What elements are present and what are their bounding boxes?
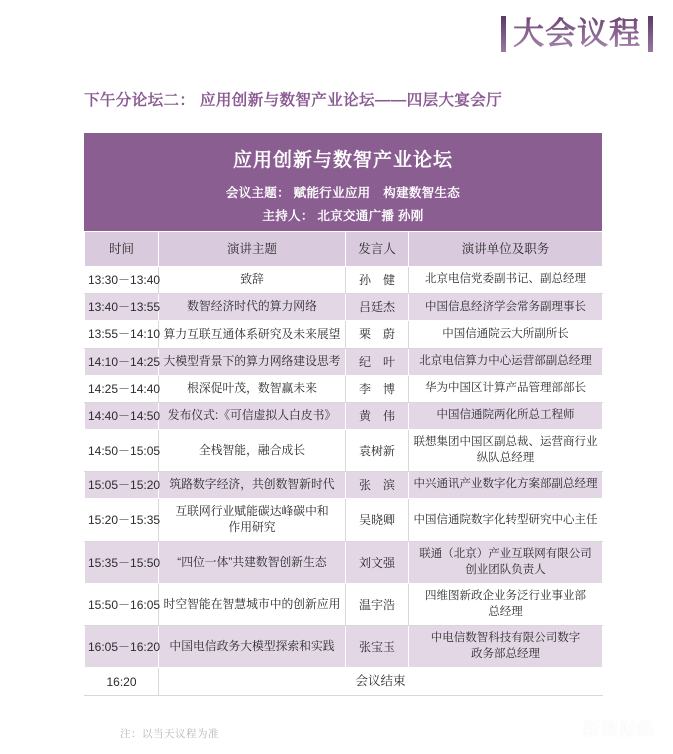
agenda-org: 中国信息经济学会常务副理事长 [409, 294, 603, 321]
forum-banner [84, 133, 602, 231]
agenda-time: 15:20－15:35 [85, 499, 159, 542]
agenda-table-body [85, 267, 603, 696]
agenda-row [85, 294, 603, 321]
agenda-speaker: 张宝玉 [346, 626, 409, 668]
agenda-org: 中国信通院数字化转型研究中心主任 [409, 499, 603, 542]
agenda-org: 中国信通院两化所总工程师 [409, 402, 603, 429]
agenda-topic: 互联网行业赋能碳达峰碳中和 作用研究 [159, 499, 346, 542]
agenda-row [85, 472, 603, 499]
agenda-row [85, 584, 603, 626]
agenda-topic: 筑路数字经济，共创数智新时代 [159, 472, 346, 499]
column-header-org: 演讲单位及职务 [409, 232, 603, 267]
title-right-bar-decoration [648, 16, 653, 52]
agenda-speaker: 栗 蔚 [346, 321, 409, 348]
title-left-bar-decoration [501, 16, 506, 52]
agenda-time: 14:50－15:05 [85, 430, 159, 472]
agenda-topic: 算力互联互通体系研究及未来展望 [159, 321, 346, 348]
agenda-org: 华为中国区计算产品管理部部长 [409, 375, 603, 402]
agenda-org: 北京电信算力中心运营部副总经理 [409, 348, 603, 375]
agenda-row [85, 321, 603, 348]
agenda-speaker: 张 滨 [346, 472, 409, 499]
agenda-speaker: 吴晓卿 [346, 499, 409, 542]
agenda-org: 中兴通讯产业数字化方案部副总经理 [409, 472, 603, 499]
agenda-time: 16:05－16:20 [85, 626, 159, 668]
agenda-org: 中电信数智科技有限公司数字 政务部总经理 [409, 626, 603, 668]
agenda-speaker: 李 博 [346, 375, 409, 402]
agenda-table [84, 231, 603, 696]
agenda-topic: 中国电信政务大模型探索和实践 [159, 626, 346, 668]
page-title: 大会议程 [513, 16, 641, 51]
agenda-row [85, 375, 603, 402]
agenda-time: 15:50－16:05 [85, 584, 159, 626]
agenda-row [85, 499, 603, 542]
agenda-row [85, 542, 603, 584]
agenda-topic: 数智经济时代的算力网络 [159, 294, 346, 321]
watermark: 新浪财经 [583, 720, 655, 739]
column-header-speaker: 发言人 [346, 232, 409, 267]
table-header-row [85, 232, 603, 267]
agenda-time: 14:25－14:40 [85, 375, 159, 402]
agenda-speaker: 袁树新 [346, 430, 409, 472]
agenda-speaker: 温宇浩 [346, 584, 409, 626]
page-header [0, 8, 673, 60]
agenda-table-header [85, 232, 603, 267]
agenda-topic: 发布仪式:《可信虚拟人白皮书》 [159, 402, 346, 429]
agenda-closing-row [85, 668, 603, 696]
agenda-topic: 致辞 [159, 267, 346, 294]
footer-note: 注：以当天议程为准 [120, 728, 219, 740]
agenda-row [85, 430, 603, 472]
agenda-speaker: 黄 伟 [346, 402, 409, 429]
agenda-closing-time: 16:20 [85, 668, 159, 696]
section-subtitle: 下午分论坛二： 应用创新与数智产业论坛——四层大宴会厅 [84, 92, 503, 109]
agenda-time: 15:05－15:20 [85, 472, 159, 499]
agenda-topic: 大模型背景下的算力网络建设思考 [159, 348, 346, 375]
column-header-topic: 演讲主题 [159, 232, 346, 267]
agenda-time: 15:35－15:50 [85, 542, 159, 584]
agenda-row [85, 267, 603, 294]
agenda-topic: “四位一体”共建数智创新生态 [159, 542, 346, 584]
agenda-time: 14:40－14:50 [85, 402, 159, 429]
agenda-topic: 根深促叶茂，数智赢未来 [159, 375, 346, 402]
agenda-time: 13:55－14:10 [85, 321, 159, 348]
agenda-topic: 全栈智能，融合成长 [159, 430, 346, 472]
agenda-org: 四维图新政企业务泛行业事业部 总经理 [409, 584, 603, 626]
agenda-row [85, 626, 603, 668]
agenda-org: 中国信通院云大所副所长 [409, 321, 603, 348]
agenda-org: 北京电信党委副书记、副总经理 [409, 267, 603, 294]
column-header-time: 时间 [85, 232, 159, 267]
forum-theme: 会议主题： 赋能行业应用 构建数智生态 [225, 186, 461, 200]
agenda-time: 14:10－14:25 [85, 348, 159, 375]
agenda-org: 联通（北京）产业互联网有限公司 创业团队负责人 [409, 542, 603, 584]
page-title-group [501, 12, 653, 56]
forum-host: 主持人： 北京交通广播 孙刚 [262, 209, 424, 223]
agenda-row [85, 402, 603, 429]
agenda-speaker: 孙 健 [346, 267, 409, 294]
agenda-topic: 时空智能在智慧城市中的创新应用 [159, 584, 346, 626]
agenda-row [85, 348, 603, 375]
agenda-speaker: 吕廷杰 [346, 294, 409, 321]
agenda-time: 13:30－13:40 [85, 267, 159, 294]
forum-title: 应用创新与数智产业论坛 [232, 150, 453, 171]
agenda-org: 联想集团中国区副总裁、运营商行业 纵队总经理 [409, 430, 603, 472]
agenda-time: 13:40－13:55 [85, 294, 159, 321]
agenda-speaker: 纪 叶 [346, 348, 409, 375]
agenda-closing-label: 会议结束 [159, 668, 603, 696]
agenda-speaker: 刘文强 [346, 542, 409, 584]
